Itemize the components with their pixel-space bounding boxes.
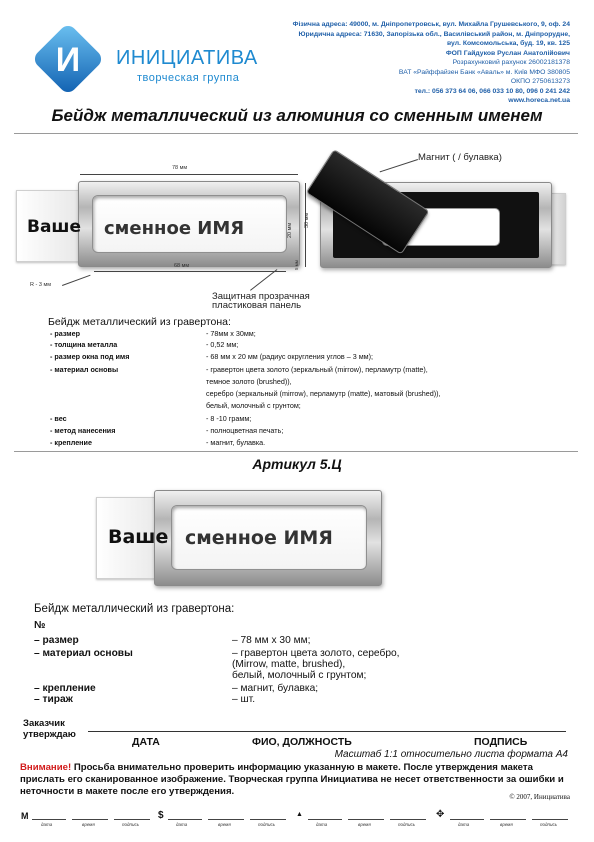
spec1-value: - 8 -10 грамм; <box>206 414 252 423</box>
address-line: ВАТ «Райффайзен Банк «Аваль» м. Київ МФО 380805 <box>398 68 570 76</box>
spec1-key: - вес <box>50 414 67 423</box>
sub-label-signature: подпись <box>122 822 140 827</box>
signoff-mark: M <box>21 811 29 821</box>
spec1-value: - полноцветная печать; <box>206 426 284 435</box>
warning-body: Просьба внимательно проверить информацию указанную в макете. После утверждения макета прислать его сканированное изображение. Творческая группа Инициатива не несет ответственности за ошибки и неточности в макете после его утверждения. <box>20 762 564 797</box>
customer-label: Заказчик <box>23 718 65 729</box>
article-number: Артикул 5.Ц <box>252 456 342 472</box>
sub-label-time: время <box>218 822 231 827</box>
approve-label: утверждаю <box>23 729 76 740</box>
company-address-block <box>270 20 570 106</box>
signoff-field-date[interactable] <box>32 810 66 820</box>
spec1-value: - 68 мм х 20 мм (радиус округления углов – 3 мм); <box>206 352 374 361</box>
spec1-table <box>50 329 570 449</box>
signoff-field-date[interactable] <box>168 810 202 820</box>
spec2-value: – 78 мм х 30 мм; <box>232 635 311 646</box>
spec1-key: - метод нанесения <box>50 426 116 435</box>
signoff-field-signature[interactable] <box>390 810 426 820</box>
panel-label-1: Защитная прозрачная <box>212 291 310 302</box>
article-overlay-name: сменное ИМЯ <box>185 527 333 549</box>
dimension-radius: R - 3 мм <box>30 282 52 288</box>
spec1-value: - гравертон цвета золото (зеркальный (mirrow), перламутр (matte), <box>206 365 428 374</box>
spec2-number-label: № <box>34 620 46 631</box>
signature-label: ПОДПИСЬ <box>474 736 528 748</box>
spec1-value: - 0,52 мм; <box>206 340 239 349</box>
address-line: Юридична адреса: 71630, Запорізька обл., Василівський район, м. Дніпрорудне, <box>298 30 570 38</box>
magnet-label: Магнит ( / булавка) <box>418 152 502 163</box>
spec1-key: - материал основы <box>50 365 119 374</box>
signoff-mark: ▲ <box>296 811 303 818</box>
magnet-leader <box>380 159 418 172</box>
divider <box>14 133 578 134</box>
brand-name: ИНИЦИАТИВА <box>116 47 258 69</box>
signoff-field-signature[interactable] <box>114 810 150 820</box>
spec1-value: темное золото (brushed)), <box>206 377 292 386</box>
dimension-small: 5 мм <box>294 260 299 270</box>
address-line: Фізична адреса: 49000, м. Дніпропетровськ, вул. Михайла Грушевського, 9, оф. 24 <box>292 21 570 28</box>
signoff-field-date[interactable] <box>308 810 342 820</box>
address-line: ОКПО 2750613273 <box>510 78 570 86</box>
date-label: ДАТА <box>132 736 160 748</box>
sub-label-date: дата <box>458 822 470 827</box>
website-line: www.horeca.net.ua <box>508 97 570 105</box>
sub-label-signature: подпись <box>258 822 276 827</box>
spec2-value: – шт. <box>232 694 256 705</box>
overlay-name: сменное ИМЯ <box>104 218 245 239</box>
dimension-line-window <box>94 271 286 272</box>
spec1-key: - крепление <box>50 438 92 447</box>
sub-label-date: дата <box>316 822 328 827</box>
divider <box>14 451 578 452</box>
scale-note: Масштаб 1:1 относительно листа формата А4 <box>334 749 568 760</box>
sub-label-signature: подпись <box>540 822 558 827</box>
sub-label-time: время <box>500 822 513 827</box>
name-position-label: ФИО, ДОЛЖНОСТЬ <box>252 736 352 748</box>
panel-label-2: пластиковая панель <box>212 300 302 311</box>
signoff-field-signature[interactable] <box>250 810 286 820</box>
sub-label-date: дата <box>176 822 188 827</box>
dimension-line-width <box>80 174 298 175</box>
spec2-value: – магнит, булавка; <box>232 683 319 694</box>
address-line: ФОП Гайдуков Руслан Анатолійович <box>445 49 570 57</box>
spec2-value: (Mirrow, matte, brushed), <box>232 659 346 670</box>
sub-label-signature: подпись <box>398 822 416 827</box>
sub-label-time: время <box>358 822 371 827</box>
sub-label-time: время <box>82 822 95 827</box>
copyright: © 2007, Инициатива <box>509 793 570 801</box>
spec2-key: – тираж <box>34 694 73 705</box>
signoff-field-signature[interactable] <box>532 810 568 820</box>
spec1-value: белый, молочный с грунтом; <box>206 401 301 410</box>
logo-letter: И <box>55 41 81 79</box>
panel-leader <box>250 269 277 291</box>
warning-text <box>20 762 572 798</box>
warning-prefix: Внимание! <box>20 762 72 773</box>
dimension-window: 68 мм <box>174 263 190 269</box>
signoff-field-time[interactable] <box>72 810 108 820</box>
spec2-key: – материал основы <box>34 648 133 659</box>
signoff-field-time[interactable] <box>208 810 244 820</box>
spec2-table <box>34 635 574 715</box>
company-logo <box>28 19 108 99</box>
address-line: вул. Комсомольська, буд. 19, кв. 125 <box>447 40 570 48</box>
spec2-value: белый, молочный с грунтом; <box>232 670 367 681</box>
address-line: Розрахунковий рахунок 26002181378 <box>452 59 570 67</box>
page-title: Бейдж металлический из алюминия со сменным именем <box>51 106 543 125</box>
dimension-height: 30 мм <box>304 212 310 228</box>
sub-label-date: дата <box>41 822 53 827</box>
radius-leader <box>62 275 91 286</box>
spec1-value: - 78мм х 30мм; <box>206 329 256 338</box>
brand-subtitle: творческая группа <box>137 72 240 84</box>
phone-line: тел.: 056 373 64 06, 066 033 10 80, 096 0 241 242 <box>414 87 570 95</box>
signature-line[interactable] <box>88 731 566 732</box>
signoff-strip <box>18 808 574 832</box>
signoff-mark: $ <box>158 810 164 821</box>
spec1-value: - магнит, булавка. <box>206 438 266 447</box>
spec1-key: - размер <box>50 329 80 338</box>
signoff-field-time[interactable] <box>490 810 526 820</box>
spec1-title: Бейдж металлический из гравертона: <box>48 316 231 328</box>
dimension-width: 78 мм <box>172 165 188 171</box>
spec1-key: - размер окна под имя <box>50 352 130 361</box>
overlay-prefix: Ваше <box>27 217 82 237</box>
dimension-window-height: 20 мм <box>287 222 293 238</box>
spec2-key: – крепление <box>34 683 96 694</box>
signoff-mark: ✥ <box>436 809 445 820</box>
article-overlay-prefix: Ваше <box>108 526 169 548</box>
spec2-key: – размер <box>34 635 79 646</box>
signoff-field-time[interactable] <box>348 810 384 820</box>
signoff-field-date[interactable] <box>450 810 484 820</box>
spec1-value: серебро (зеркальный (mirrow), перламутр (matte), матовый (brushed)), <box>206 389 441 398</box>
spec2-value: – гравертон цвета золото, серебро, <box>232 648 400 659</box>
spec2-title: Бейдж металлический из гравертона: <box>34 603 235 615</box>
spec1-key: - толщина металла <box>50 340 118 349</box>
